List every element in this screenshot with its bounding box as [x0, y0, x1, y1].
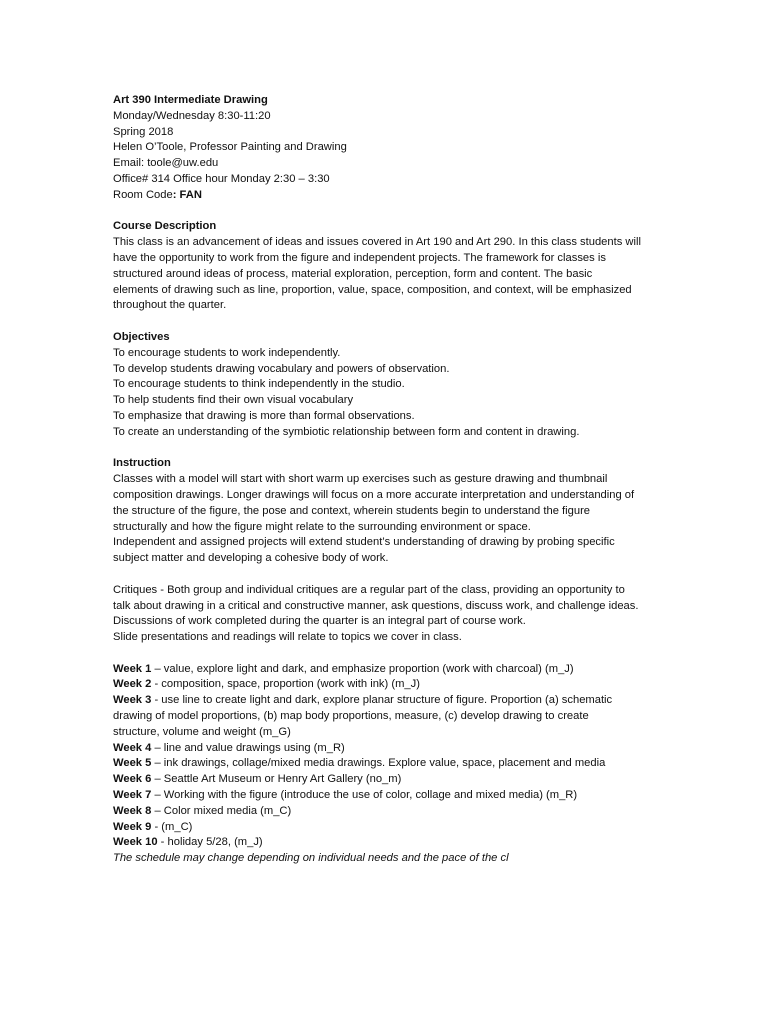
week-row	[113, 820, 658, 836]
week-label: Week 4	[113, 741, 152, 754]
instruction-heading: Instruction	[113, 457, 171, 470]
instruction-line: Classes with a model will start with short warm up exercises such as gesture drawing and thumbnail	[113, 473, 608, 486]
course-description-line: throughout the quarter.	[113, 299, 227, 312]
week-text: - holiday 5/28, (m_J)	[157, 836, 263, 849]
instructor-name: Helen O’Toole, Professor Painting and Drawing	[113, 141, 347, 154]
week-row	[113, 756, 658, 772]
week-label: Week 2	[113, 678, 152, 691]
objective-item: To encourage students to work independently.	[113, 346, 341, 359]
critiques-line: Slide presentations and readings will relate to topics we cover in class.	[113, 631, 462, 644]
week-text: – Seattle Art Museum or Henry Art Gallery (no_m)	[151, 773, 402, 786]
room-code	[113, 188, 658, 204]
week-label: Week 1	[113, 662, 152, 675]
syllabus-content	[113, 93, 658, 867]
week-label: Week 8	[113, 804, 152, 817]
room-code-value: : FAN	[172, 188, 202, 201]
objectives-heading: Objectives	[113, 330, 170, 343]
week-label: Week 9	[113, 820, 152, 833]
course-description-line: structured around ideas of process, material exploration, perception, form and content. The basic	[113, 267, 593, 280]
course-description-line: elements of drawing such as line, proportion, value, space, composition, and context, will be emphasized	[113, 283, 632, 296]
week-label: Week 3	[113, 694, 152, 707]
week-text: – Working with the figure (introduce the use of color, collage and mixed media) (m_R)	[151, 789, 578, 802]
schedule-note: The schedule may change depending on individual needs and the pace of the cl	[113, 852, 509, 865]
critiques-line: Discussions of work completed during the quarter is an integral part of course work.	[113, 615, 526, 628]
instruction-line: composition drawings. Longer drawings will focus on a more accurate interpretation and understanding of	[113, 488, 635, 501]
week-row	[113, 788, 658, 804]
instruction-line: the structure of the figure, the pose and context, wherein students begin to understand the figure	[113, 504, 591, 517]
objective-item: To help students find their own visual vocabulary	[113, 394, 354, 407]
week-text: – Color mixed media (m_C)	[151, 804, 292, 817]
instruction-line: structurally and how the figure might relate to the surrounding environment or space.	[113, 520, 531, 533]
week-label: Week 6	[113, 773, 152, 786]
instruction-line: Independent and assigned projects will extend student’s understanding of drawing by probing specific	[113, 536, 615, 549]
course-description-line: have the opportunity to work from the figure and independent projects. The framework for classes is	[113, 251, 606, 264]
week-row	[113, 662, 658, 678]
course-description-line: This class is an advancement of ideas and issues covered in Art 190 and Art 290. In this class students will	[113, 236, 641, 249]
week-label: Week 5	[113, 757, 152, 770]
weekly-schedule	[113, 662, 658, 867]
week-row	[113, 693, 658, 709]
instruction-line: subject matter and developing a cohesive body of work.	[113, 552, 389, 565]
week-row	[113, 772, 658, 788]
week-label: Week 7	[113, 789, 152, 802]
course-title: Art 390 Intermediate Drawing	[113, 94, 268, 106]
week-text: structure, volume and weight (m_G)	[113, 725, 291, 738]
critiques-line: Critiques - Both group and individual critiques are a regular part of the class, providing an opportunity to	[113, 583, 625, 596]
course-description-heading: Course Description	[113, 220, 217, 233]
week-row-continuation	[113, 709, 658, 725]
week-text: drawing of model proportions, (b) map body proportions, measure, (c) develop drawing to create	[113, 710, 589, 723]
week-text: - (m_C)	[151, 820, 193, 833]
objective-item: To emphasize that drawing is more than formal observations.	[113, 409, 415, 422]
week-row	[113, 835, 658, 851]
objective-item: To develop students drawing vocabulary and powers of observation.	[113, 362, 450, 375]
week-row	[113, 677, 658, 693]
course-term: Spring 2018	[113, 125, 174, 138]
office-hours: Office# 314 Office hour Monday 2:30 – 3:30	[113, 172, 330, 185]
objective-item: To create an understanding of the symbiotic relationship between form and content in drawing.	[113, 425, 580, 438]
critiques-line: talk about drawing in a critical and constructive manner, ask questions, discuss work, and challenge ideas.	[113, 599, 639, 612]
week-text: - use line to create light and dark, explore planar structure of figure. Proportion (a) schematic	[151, 694, 613, 707]
instructor-email: Email: toole@uw.edu	[113, 157, 219, 170]
week-row	[113, 741, 658, 757]
week-row	[113, 804, 658, 820]
week-row-continuation	[113, 725, 658, 741]
week-text: – ink drawings, collage/mixed media drawings. Explore value, space, placement and media	[151, 757, 606, 770]
week-text: – line and value drawings using (m_R)	[151, 741, 345, 754]
course-schedule: Monday/Wednesday 8:30-11:20	[113, 109, 271, 122]
week-label: Week 10	[113, 836, 158, 849]
week-text: – value, explore light and dark, and emphasize proportion (work with charcoal) (m_J)	[151, 662, 574, 675]
objective-item: To encourage students to think independently in the studio.	[113, 378, 405, 391]
room-code-label: Room Code	[113, 188, 173, 201]
week-text: - composition, space, proportion (work with ink) (m_J)	[151, 678, 420, 691]
